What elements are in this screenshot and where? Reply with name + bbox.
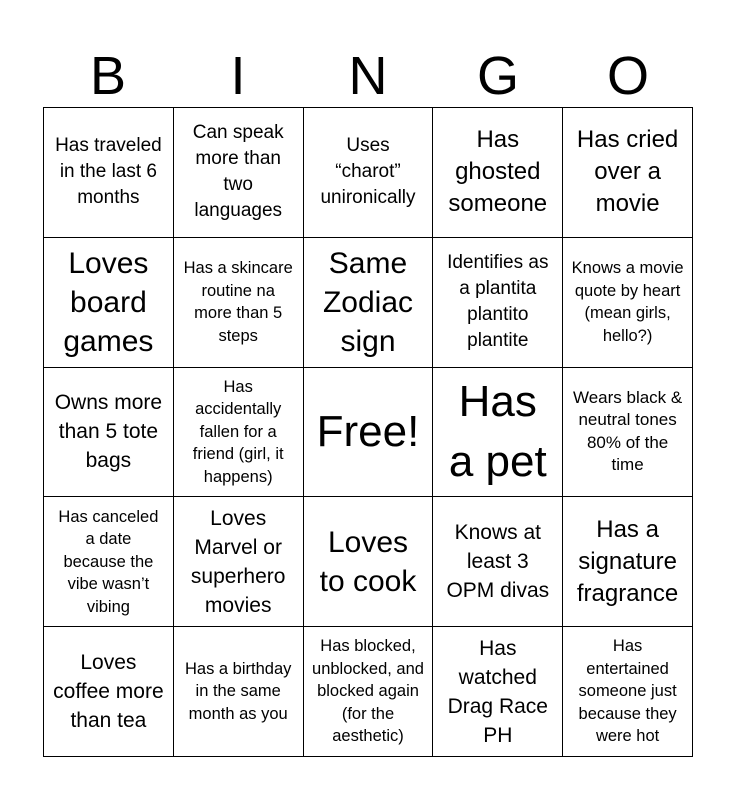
cell-text: Knows a movie quote by heart (mean girls, hello?) bbox=[571, 259, 684, 345]
cell-text: Free! bbox=[316, 406, 420, 456]
cell-text: Has blocked, unblocked, and blocked again (for the aesthetic) bbox=[312, 637, 424, 746]
bingo-cell[interactable] bbox=[44, 108, 174, 238]
cell-text: Loves board games bbox=[63, 246, 154, 358]
cell-text: Has cried over a movie bbox=[576, 126, 679, 218]
cell-text: Can speak more than two languages bbox=[192, 122, 284, 222]
bingo-cell[interactable] bbox=[304, 627, 434, 757]
bingo-cell[interactable] bbox=[563, 238, 693, 368]
bingo-cell[interactable] bbox=[563, 497, 693, 627]
cell-text: Has traveled in the last 6 months bbox=[55, 135, 162, 209]
cell-text: Has a signature fragrance bbox=[576, 515, 679, 607]
bingo-cell[interactable] bbox=[433, 108, 563, 238]
bingo-cell[interactable] bbox=[174, 108, 304, 238]
header-letter-g: G bbox=[476, 46, 519, 106]
bingo-cell[interactable] bbox=[304, 108, 434, 238]
header-letter-i: I bbox=[230, 46, 246, 106]
bingo-cell[interactable] bbox=[44, 238, 174, 368]
cell-text: Has entertained someone just because they were hot bbox=[578, 637, 677, 746]
cell-text: Loves to cook bbox=[319, 525, 417, 598]
cell-text: Loves coffee more than tea bbox=[53, 651, 164, 733]
bingo-card bbox=[43, 107, 693, 757]
bingo-cell-free[interactable] bbox=[304, 368, 434, 498]
bingo-cell[interactable] bbox=[433, 497, 563, 627]
bingo-cell[interactable] bbox=[44, 368, 174, 498]
header-letter-b: B bbox=[89, 46, 127, 106]
cell-text: Identifies as a plantita plantito plantite bbox=[447, 252, 549, 352]
cell-text: Has ghosted someone bbox=[448, 126, 548, 218]
bingo-cell[interactable] bbox=[174, 238, 304, 368]
cell-text: Has watched Drag Race PH bbox=[447, 636, 548, 747]
bingo-cell[interactable] bbox=[433, 368, 563, 498]
cell-text: Same Zodiac sign bbox=[322, 246, 414, 358]
bingo-cell[interactable] bbox=[563, 627, 693, 757]
bingo-header bbox=[43, 46, 693, 106]
cell-text: Has accidentally fallen for a friend (girl, it happens) bbox=[192, 377, 284, 486]
header-letter-o: O bbox=[606, 46, 649, 106]
bingo-cell[interactable] bbox=[563, 108, 693, 238]
bingo-cell[interactable] bbox=[44, 497, 174, 627]
bingo-cell[interactable] bbox=[44, 627, 174, 757]
bingo-cell[interactable] bbox=[563, 368, 693, 498]
bingo-cell[interactable] bbox=[304, 238, 434, 368]
header-letter-n: N bbox=[348, 46, 388, 106]
bingo-cell[interactable] bbox=[174, 497, 304, 627]
cell-text: Has canceled a date because the vibe wasn’t vibing bbox=[58, 507, 159, 616]
bingo-cell[interactable] bbox=[304, 497, 434, 627]
cell-text: Has a pet bbox=[448, 376, 547, 486]
bingo-cell[interactable] bbox=[174, 368, 304, 498]
cell-text: Knows at least 3 OPM divas bbox=[446, 521, 550, 603]
cell-text: Uses “charot” unironically bbox=[320, 135, 416, 209]
cell-text: Owns more than 5 tote bags bbox=[54, 391, 163, 473]
cell-text: Loves Marvel or superhero movies bbox=[190, 506, 286, 617]
bingo-cell[interactable] bbox=[174, 627, 304, 757]
bingo-cell[interactable] bbox=[433, 627, 563, 757]
cell-text: Has a skincare routine na more than 5 steps bbox=[183, 259, 293, 345]
cell-text: Has a birthday in the same month as you bbox=[185, 659, 292, 723]
cell-text: Wears black & neutral tones 80% of the time bbox=[572, 387, 683, 475]
bingo-cell[interactable] bbox=[433, 238, 563, 368]
